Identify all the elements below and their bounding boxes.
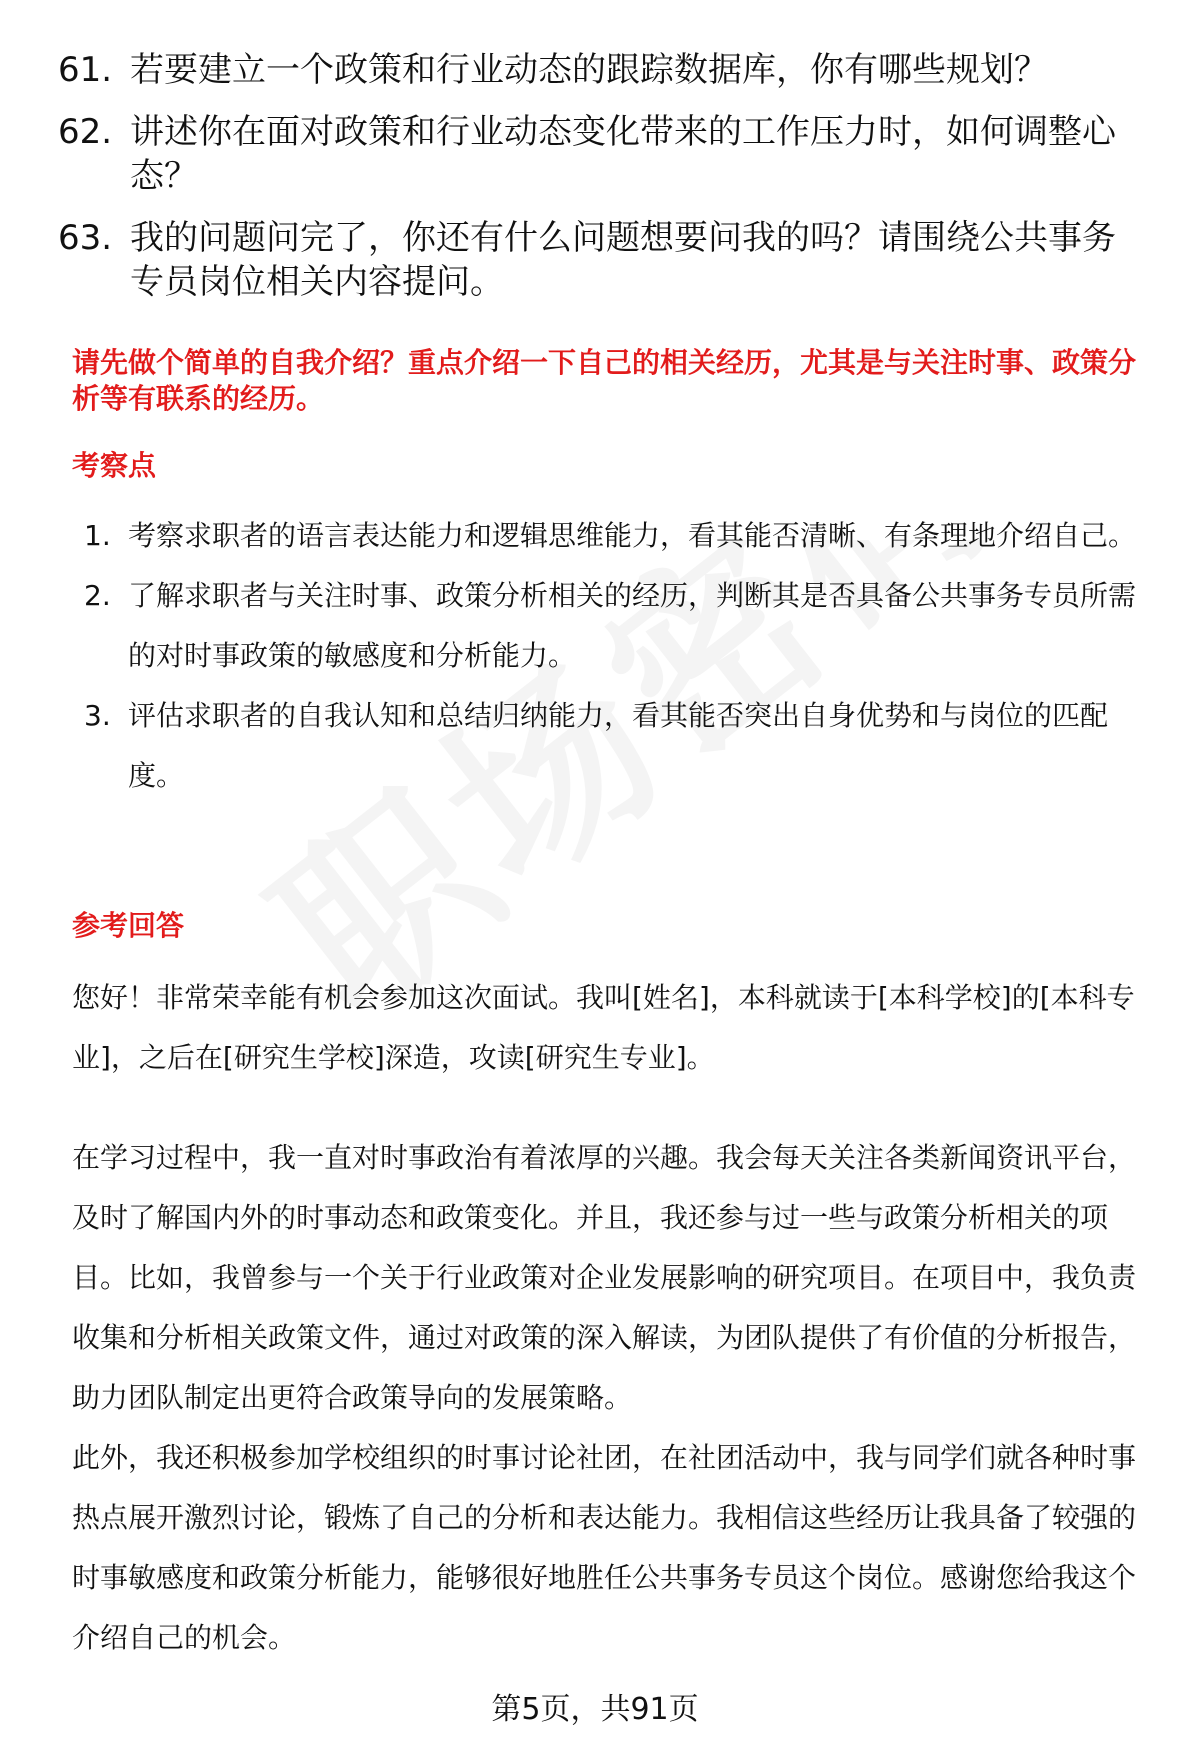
exam-points-list: [84, 506, 1154, 806]
question-number: 61.: [58, 50, 113, 90]
question-number: 63.: [58, 218, 113, 258]
question-text: 讲述你在面对政策和行业动态变化带来的工作压力时，如何调整心态？: [130, 112, 1116, 196]
answer-paragraph: 在学习过程中，我一直对时事政治有着浓厚的兴趣。我会每天关注各类新闻资讯平台，及时了解国内外的时事动态和政策变化。并且，我还参与过一些与政策分析相关的项目。比如，我曾参与一个关于行业政策对企业发展影响的研究项目。在项目中，我负责收集和分析相关政策文件，通过对政策的深入解读，为团队提供了有价值的分析报告，助力团队制定出更符合政策导向的发展策略。: [72, 1141, 1137, 1414]
question-item: [58, 48, 1148, 92]
exam-point-number: 1.: [84, 519, 111, 552]
question-text: 我的问题问完了，你还有什么问题想要问我的吗？请围绕公共事务专员岗位相关内容提问。: [130, 218, 1116, 302]
main-question-heading: 请先做个简单的自我介绍？重点介绍一下自己的相关经历，尤其是与关注时事、政策分析等有联系的经历。: [72, 346, 1137, 415]
page-footer: 第5页，共91页: [491, 1692, 699, 1727]
question-item: [58, 110, 1148, 198]
exam-point-item: [84, 686, 1154, 806]
exam-point-text: 考察求职者的语言表达能力和逻辑思维能力，看其能否清晰、有条理地介绍自己。: [128, 519, 1137, 552]
question-item: [58, 216, 1148, 304]
exam-points-title: 考察点: [72, 449, 157, 482]
exam-point-number: 2.: [84, 579, 111, 612]
exam-point-item: [84, 566, 1154, 686]
question-number: 62.: [58, 112, 113, 152]
exam-point-text: 评估求职者的自我认知和总结归纳能力，看其能否突出自身优势和与岗位的匹配度。: [128, 699, 1109, 792]
exam-point-text: 了解求职者与关注时事、政策分析相关的经历，判断其是否具备公共事务专员所需的对时事政策的敏感度和分析能力。: [128, 579, 1137, 672]
exam-point-item: [84, 506, 1154, 566]
exam-point-number: 3.: [84, 699, 111, 732]
question-list: [58, 48, 1148, 322]
answer-paragraph: 此外，我还积极参加学校组织的时事讨论社团，在社团活动中，我与同学们就各种时事热点展开激烈讨论，锻炼了自己的分析和表达能力。我相信这些经历让我具备了较强的时事敏感度和政策分析能力，能够很好地胜任公共事务专员这个岗位。感谢您给我这个介绍自己的机会。: [72, 1441, 1137, 1654]
answer-paragraph: 您好！非常荣幸能有机会参加这次面试。我叫[姓名]，本科就读于[本科学校]的[本科专业]，之后在[研究生学校]深造，攻读[研究生专业]。: [72, 981, 1135, 1074]
reference-answer-title: 参考回答: [72, 909, 185, 942]
question-text: 若要建立一个政策和行业动态的跟踪数据库，你有哪些规划？: [130, 50, 1048, 90]
